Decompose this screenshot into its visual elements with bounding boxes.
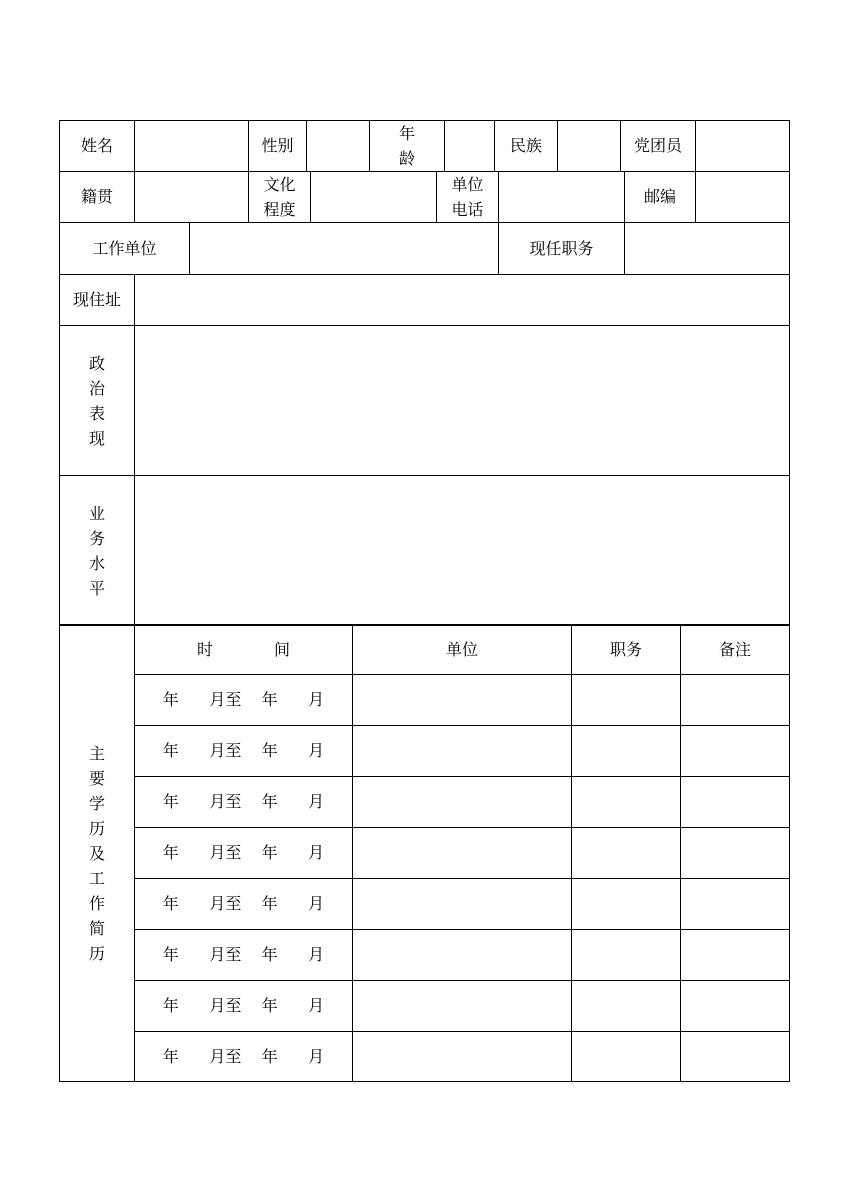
history-row (60, 828, 790, 879)
hometown-field[interactable] (135, 172, 249, 223)
history-label-char: 历 (88, 818, 105, 838)
history-row-time[interactable]: 年 月至 年 月 (135, 675, 353, 726)
history-row-unit[interactable] (353, 777, 572, 828)
history-row-remark[interactable] (681, 675, 790, 726)
history-label-char: 及 (88, 843, 105, 863)
history-row (60, 675, 790, 726)
name-label: 姓名 (60, 121, 135, 172)
history-row-remark[interactable] (681, 777, 790, 828)
history-row-time[interactable]: 年 月至 年 月 (135, 777, 353, 828)
history-row-unit[interactable] (353, 828, 572, 879)
history-header-duty: 职务 (572, 625, 681, 675)
history-label-char: 要 (88, 768, 105, 788)
history-header-time: 时 间 (135, 625, 353, 675)
political-label-char: 现 (88, 428, 105, 448)
address-field[interactable] (135, 275, 790, 326)
history-row-time[interactable]: 年 月至 年 月 (135, 930, 353, 981)
ethnicity-label: 民族 (495, 121, 558, 172)
professional-field[interactable] (135, 476, 790, 626)
history-row-duty[interactable] (572, 981, 681, 1032)
name-field[interactable] (135, 121, 249, 172)
history-row-duty[interactable] (572, 777, 681, 828)
history-row-remark[interactable] (681, 981, 790, 1032)
history-row-unit[interactable] (353, 981, 572, 1032)
history-row (60, 1032, 790, 1082)
history-row-unit[interactable] (353, 1032, 572, 1082)
education-label-line-1: 文化 (263, 175, 296, 194)
history-row-time[interactable]: 年 月至 年 月 (135, 879, 353, 930)
history-row-time[interactable]: 年 月至 年 月 (135, 981, 353, 1032)
history-row (60, 777, 790, 828)
history-row-time[interactable]: 年 月至 年 月 (135, 726, 353, 777)
history-label-char: 学 (88, 793, 105, 813)
age-field[interactable] (445, 121, 495, 172)
political-label-char: 治 (88, 378, 105, 398)
history-row-duty[interactable] (572, 879, 681, 930)
age-label-line-2: 龄 (398, 149, 415, 168)
history-row-remark[interactable] (681, 879, 790, 930)
address-table (59, 274, 790, 626)
hometown-label: 籍贯 (60, 172, 135, 223)
history-row-duty[interactable] (572, 930, 681, 981)
position-label: 现任职务 (499, 223, 625, 275)
work-phone-label-line-2: 电话 (451, 200, 484, 219)
ethnicity-field[interactable] (558, 121, 621, 172)
history-row (60, 879, 790, 930)
professional-label-char: 业 (88, 503, 105, 523)
address-label: 现住址 (60, 275, 135, 326)
history-label-char: 工 (88, 868, 105, 888)
postcode-field[interactable] (696, 172, 790, 223)
history-row-unit[interactable] (353, 726, 572, 777)
professional-label-char: 水 (88, 553, 105, 573)
education-label (249, 172, 311, 223)
history-row-unit[interactable] (353, 879, 572, 930)
history-row-time[interactable]: 年 月至 年 月 (135, 1032, 353, 1082)
political-label-char: 表 (88, 403, 105, 423)
employer-field[interactable] (190, 223, 499, 275)
work-phone-field[interactable] (499, 172, 625, 223)
gender-label: 性别 (249, 121, 307, 172)
political-field[interactable] (135, 326, 790, 476)
history-label (60, 625, 135, 1082)
education-field[interactable] (311, 172, 437, 223)
history-row-remark[interactable] (681, 930, 790, 981)
history-row-duty[interactable] (572, 1032, 681, 1082)
gender-field[interactable] (307, 121, 370, 172)
age-label (370, 121, 445, 172)
history-row-remark[interactable] (681, 726, 790, 777)
history-row (60, 981, 790, 1032)
professional-label-char: 务 (88, 528, 105, 548)
work-phone-label-line-1: 单位 (451, 175, 484, 194)
history-table (59, 624, 790, 1082)
political-label (60, 326, 135, 476)
history-row-duty[interactable] (572, 726, 681, 777)
history-label-char: 主 (88, 743, 105, 763)
history-row-duty[interactable] (572, 828, 681, 879)
position-field[interactable] (625, 223, 790, 275)
party-field[interactable] (696, 121, 790, 172)
history-label-char: 历 (88, 943, 105, 963)
professional-label (60, 476, 135, 626)
political-label-char: 政 (88, 353, 105, 373)
employer-table (59, 222, 790, 275)
history-row-unit[interactable] (353, 675, 572, 726)
basic-info-table (59, 120, 790, 172)
postcode-label: 邮编 (625, 172, 696, 223)
history-row-unit[interactable] (353, 930, 572, 981)
professional-label-char: 平 (88, 578, 105, 598)
history-label-char: 作 (88, 893, 105, 913)
history-row-remark[interactable] (681, 828, 790, 879)
party-label: 党团员 (621, 121, 696, 172)
history-label-char: 简 (88, 918, 105, 938)
history-header-remark: 备注 (681, 625, 790, 675)
history-row (60, 930, 790, 981)
history-header-unit: 单位 (353, 625, 572, 675)
history-row-time[interactable]: 年 月至 年 月 (135, 828, 353, 879)
employer-label: 工作单位 (60, 223, 190, 275)
history-row-remark[interactable] (681, 1032, 790, 1082)
history-row-duty[interactable] (572, 675, 681, 726)
basic-info-table-row2 (59, 171, 790, 223)
age-label-line-1: 年 (398, 124, 415, 143)
work-phone-label (437, 172, 499, 223)
education-label-line-2: 程度 (263, 200, 296, 219)
history-row (60, 726, 790, 777)
